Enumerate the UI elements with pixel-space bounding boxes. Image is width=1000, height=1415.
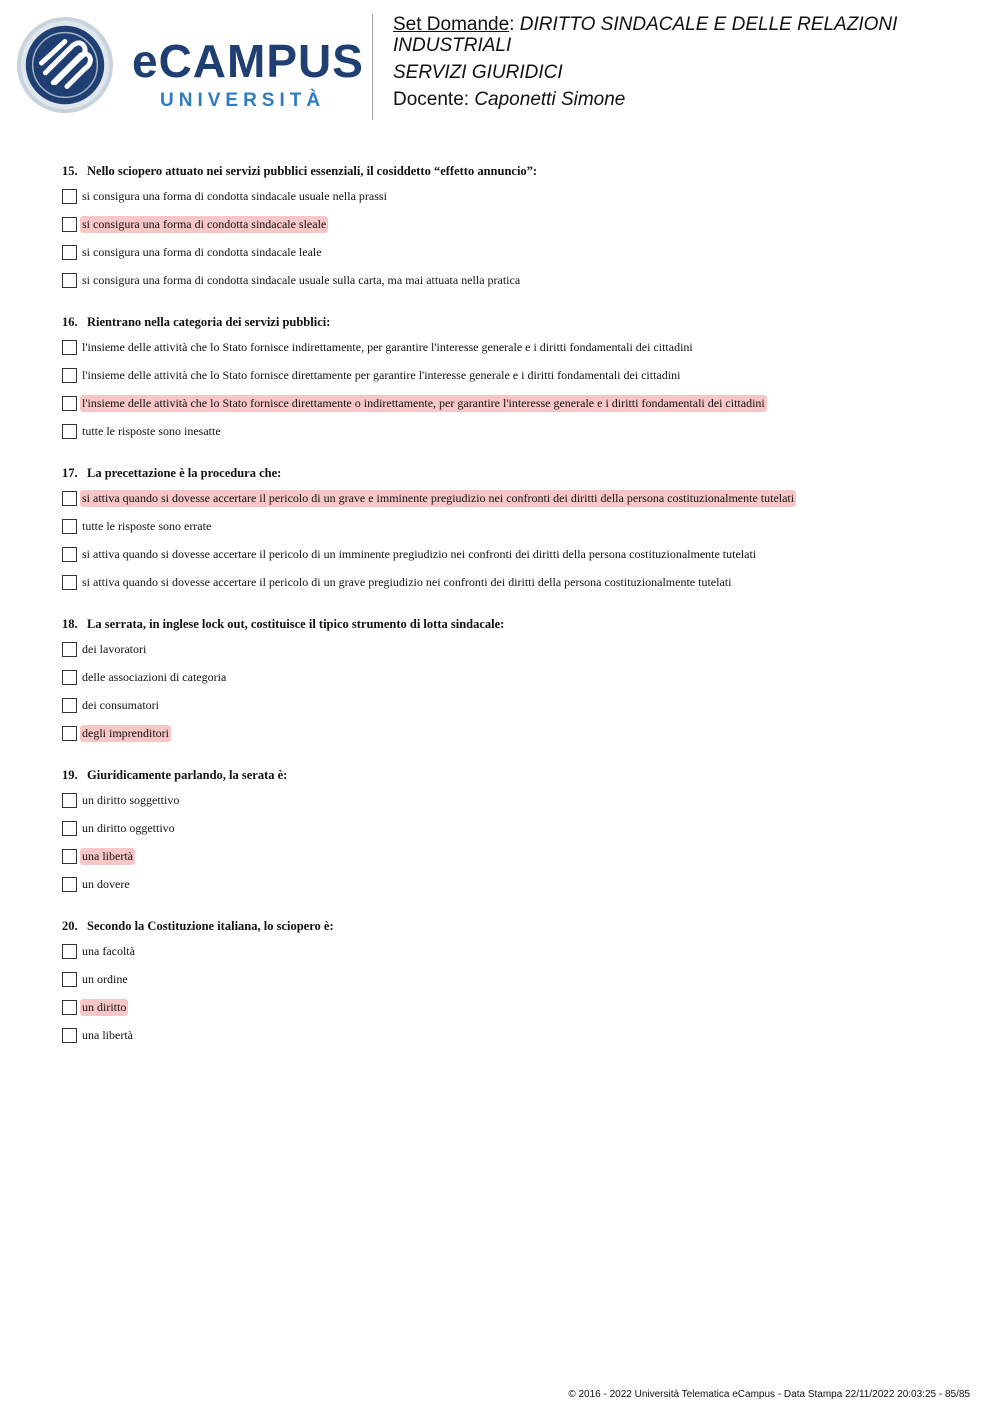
header-divider [372,14,373,120]
question-text: La precettazione è la procedura che: [87,466,282,480]
answer-option[interactable] [62,417,962,445]
checkbox[interactable] [62,245,77,260]
answer-option[interactable] [62,1021,962,1049]
answer-option-text: un ordine [82,971,128,986]
answer-option-highlighted[interactable] [62,993,962,1021]
checkbox[interactable] [62,670,77,685]
checkbox[interactable] [62,575,77,590]
answer-option[interactable] [62,663,962,691]
answer-option[interactable] [62,568,962,596]
answer-option-text: dei lavoratori [82,641,147,656]
question-text: La serrata, in inglese lock out, costituisce il tipico strumento di lotta sindacale: [87,617,505,631]
answer-option-text: si consigura una forma di condotta sindacale sleale [82,216,327,231]
answer-option-highlighted[interactable] [62,719,962,747]
answer-option-highlighted[interactable] [62,389,962,417]
checkbox[interactable] [62,849,77,864]
checkbox[interactable] [62,698,77,713]
course-title-line [393,14,973,56]
checkbox[interactable] [62,877,77,892]
answer-option[interactable] [62,814,962,842]
answer-option-text: un diritto oggettivo [82,820,175,835]
header-info [393,14,973,110]
answer-option[interactable] [62,786,962,814]
checkbox[interactable] [62,547,77,562]
question-block [62,915,962,1049]
questions-list [62,160,962,1066]
page-footer: © 2016 - 2022 Università Telematica eCampus - Data Stampa 22/11/2022 20:03:25 - 85/85 [568,1389,970,1400]
checkbox[interactable] [62,491,77,506]
answer-option[interactable] [62,512,962,540]
answer-option[interactable] [62,937,962,965]
checkbox[interactable] [62,1028,77,1043]
question-title [62,311,962,333]
question-number: 19. [62,768,78,782]
question-number: 16. [62,315,78,329]
brand-name: eCAMPUS [132,35,364,87]
checkbox[interactable] [62,821,77,836]
answer-option-text: l'insieme delle attività che lo Stato fornisce indirettamente, per garantire l'interesse generale e i diritti fondamentali dei cittadini [82,339,693,354]
question-number: 15. [62,164,78,178]
answer-option[interactable] [62,540,962,568]
checkbox[interactable] [62,793,77,808]
checkbox[interactable] [62,944,77,959]
answer-option[interactable] [62,965,962,993]
answer-option-text: una libertà [82,848,133,863]
answer-option-text: si attiva quando si dovesse accertare il pericolo di un grave e imminente pregiudizio nei confronti dei diritti della persona costituzionalmente tutelati [82,490,795,505]
question-block [62,160,962,294]
question-title [62,462,962,484]
checkbox[interactable] [62,519,77,534]
question-text: Giuridicamente parlando, la serata è: [87,768,288,782]
answer-option[interactable] [62,266,962,294]
answer-option-text: tutte le risposte sono errate [82,518,212,533]
checkbox[interactable] [62,217,77,232]
question-text: Nello sciopero attuato nei servizi pubblici essenziali, il cosiddetto “effetto annuncio”: [87,164,538,178]
docente-name: Caponetti Simone [474,89,626,110]
question-title [62,764,962,786]
answer-option-highlighted[interactable] [62,210,962,238]
answer-option-text: una libertà [82,1027,133,1042]
answer-option-highlighted[interactable] [62,842,962,870]
checkbox[interactable] [62,642,77,657]
checkbox[interactable] [62,189,77,204]
brand-subtitle: UNIVERSITÀ [160,90,326,111]
answer-option-text: un dovere [82,876,130,891]
set-label: Set Domande [393,14,510,35]
checkbox[interactable] [62,424,77,439]
answer-option-text: si consigura una forma di condotta sindacale usuale sulla carta, ma mai attuata nella pratica [82,272,521,287]
checkbox[interactable] [62,396,77,411]
answer-option[interactable] [62,361,962,389]
answer-option-text: un diritto soggettivo [82,792,180,807]
answer-option-text: si consigura una forma di condotta sindacale leale [82,244,322,259]
question-block [62,613,962,747]
question-block [62,462,962,596]
answer-option-text: tutte le risposte sono inesatte [82,423,221,438]
checkbox[interactable] [62,368,77,383]
question-title [62,915,962,937]
answer-option[interactable] [62,238,962,266]
question-number: 18. [62,617,78,631]
answer-option-text: si attiva quando si dovesse accertare il pericolo di un imminente pregiudizio nei confronti dei diritti della persona costituzionalmente tutelati [82,546,757,561]
docente-line [393,89,973,110]
checkbox[interactable] [62,972,77,987]
question-number: 17. [62,466,78,480]
answer-option-text: l'insieme delle attività che lo Stato fornisce direttamente per garantire l'interesse generale e i diritti fondamentali dei cittadini [82,367,681,382]
ecampus-seal-logo [16,16,114,114]
answer-option[interactable] [62,333,962,361]
answer-option-text: un diritto [82,999,127,1014]
question-text: Secondo la Costituzione italiana, lo sciopero è: [87,919,334,933]
answer-option-text: delle associazioni di categoria [82,669,227,684]
set-colon: : [509,14,520,35]
question-title [62,613,962,635]
checkbox[interactable] [62,340,77,355]
answer-option-text: si consigura una forma di condotta sindacale usuale nella prassi [82,188,387,203]
question-text: Rientrano nella categoria dei servizi pubblici: [87,315,331,329]
answer-option[interactable] [62,691,962,719]
question-title [62,160,962,182]
answer-option[interactable] [62,182,962,210]
question-block [62,311,962,445]
course-area: SERVIZI GIURIDICI [393,62,563,83]
course-title: DIRITTO SINDACALE E DELLE RELAZIONI INDUSTRIALI [393,14,898,56]
answer-option-highlighted[interactable] [62,484,962,512]
answer-option-text: degli imprenditori [82,725,169,740]
answer-option-text: una facoltà [82,943,135,958]
checkbox[interactable] [62,273,77,288]
question-number: 20. [62,919,78,933]
answer-option-text: si attiva quando si dovesse accertare il pericolo di un grave pregiudizio nei confronti dei diritti della persona costituzionalmente tutelati [82,574,732,589]
ecampus-wordmark [132,35,364,114]
answer-option-text: dei consumatori [82,697,159,712]
answer-option[interactable] [62,870,962,898]
question-block [62,764,962,898]
checkbox[interactable] [62,726,77,741]
answer-option[interactable] [62,635,962,663]
page-header [0,0,1000,130]
answer-option-text: l'insieme delle attività che lo Stato fornisce direttamente o indirettamente, per garantire l'interesse generale e i diritti fondamentali dei cittadini [82,395,765,410]
docente-label: Docente: [393,89,475,110]
checkbox[interactable] [62,1000,77,1015]
